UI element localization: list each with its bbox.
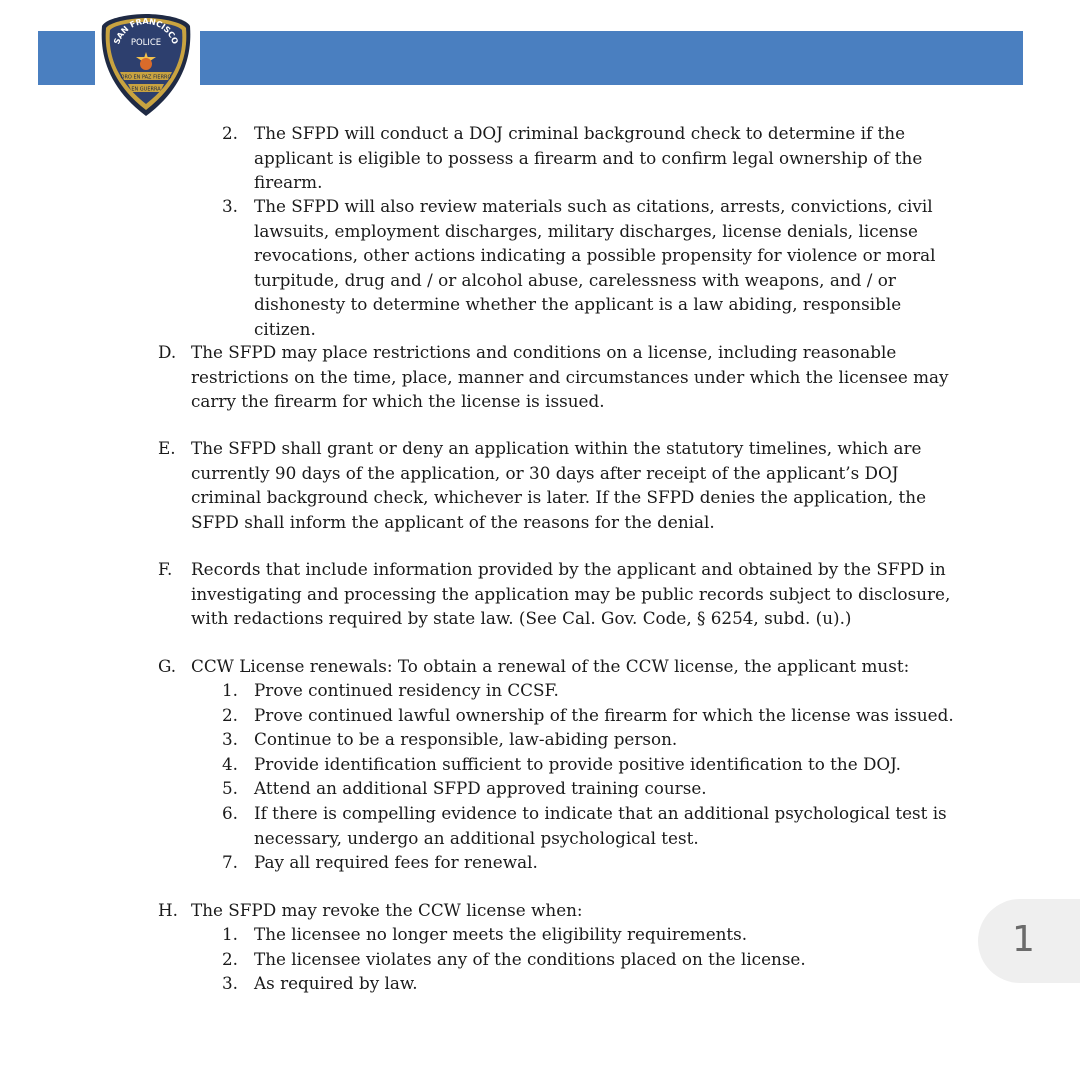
h-list-item-3 xyxy=(222,971,962,996)
list-text: Prove continued residency in CCSF. xyxy=(254,680,559,700)
list-text: If there is compelling evidence to indicate that an additional psychological test is necessary, undergo an additional psychological test. xyxy=(254,803,947,848)
list-text: Prove continued lawful ownership of the firearm for which the license was issued. xyxy=(254,705,954,725)
section-text: The SFPD may place restrictions and conditions on a license, including reasonable restrictions on the time, place, manner and circumstances under which the licensee may carry the firearm for which the license is issued. xyxy=(191,342,949,411)
list-number: 7. xyxy=(222,852,239,872)
c-list-item-2 xyxy=(222,121,962,195)
list-text: The SFPD will conduct a DOJ criminal background check to determine if the applicant is eligible to possess a firearm and to confirm legal ownership of the firearm. xyxy=(254,123,923,192)
list-number: 5. xyxy=(222,778,239,798)
badge-ribbon-text: ORO EN PAZ FIERRO xyxy=(120,74,172,81)
header-bar-right xyxy=(200,31,1023,85)
section-text: Records that include information provided by the applicant and obtained by the SFPD in investigating and processing the application may be public records subject to disclosure, with redactions required by state law. (See Cal. Gov. Code, § 6254, subd. (u).) xyxy=(191,559,951,628)
h-list-item-1 xyxy=(222,922,962,947)
section-letter: H. xyxy=(158,900,178,920)
section-d xyxy=(158,340,958,414)
list-text: Continue to be a responsible, law-abiding person. xyxy=(254,729,678,749)
section-text: The SFPD shall grant or deny an application within the statutory timelines, which are currently 90 days of the application, or 30 days after receipt of the applicant’s DOJ criminal background check, whichever is later. If the SFPD denies the application, the SFPD shall inform the applicant of the reasons for the denial. xyxy=(191,438,927,532)
section-letter: E. xyxy=(158,438,176,458)
list-number: 2. xyxy=(222,705,239,725)
list-number: 3. xyxy=(222,973,239,993)
section-e xyxy=(158,436,958,534)
list-number: 6. xyxy=(222,803,239,823)
list-number: 2. xyxy=(222,123,239,143)
section-letter: F. xyxy=(158,559,173,579)
list-number: 3. xyxy=(222,729,239,749)
section-f xyxy=(158,557,958,631)
section-text: CCW License renewals: To obtain a renewal of the CCW license, the applicant must: xyxy=(191,656,910,676)
g-list-item-2 xyxy=(222,703,962,728)
section-text: The SFPD may revoke the CCW license when: xyxy=(191,900,583,920)
page-number: 1 xyxy=(1012,919,1035,960)
c-list-item-3 xyxy=(222,194,962,341)
section-g xyxy=(158,654,958,679)
badge-text-top: SAN FRANCISCO xyxy=(112,16,180,46)
sfpd-star-badge-icon xyxy=(100,12,192,118)
list-number: 3. xyxy=(222,196,239,216)
g-list-item-1 xyxy=(222,678,962,703)
list-text: The licensee no longer meets the eligibility requirements. xyxy=(254,924,748,944)
list-text: Pay all required fees for renewal. xyxy=(254,852,538,872)
list-number: 1. xyxy=(222,924,239,944)
g-list-item-3 xyxy=(222,727,962,752)
section-letter: G. xyxy=(158,656,177,676)
list-text: The SFPD will also review materials such as citations, arrests, convictions, civil lawsuits, employment discharges, military discharges, license denials, license revocations, other actions indicating a possible propensity for violence or moral turpitude, drug and / or alcohol abuse, carelessness with weapons, and / or dishonesty to determine whether the applicant is a law abiding, responsible citizen. xyxy=(254,196,936,339)
g-list-item-6 xyxy=(222,801,962,850)
g-list-item-7 xyxy=(222,850,962,875)
g-list-item-4 xyxy=(222,752,962,777)
list-number: 4. xyxy=(222,754,239,774)
badge-text-police: POLICE xyxy=(130,38,162,48)
list-text: Attend an additional SFPD approved training course. xyxy=(254,778,707,798)
list-number: 1. xyxy=(222,680,239,700)
h-list-item-2 xyxy=(222,947,962,972)
section-letter: D. xyxy=(158,342,177,362)
badge-ribbon-text-2: EN GUERRA xyxy=(131,86,161,93)
list-text: As required by law. xyxy=(254,973,418,993)
list-text: Provide identification sufficient to provide positive identification to the DOJ. xyxy=(254,754,901,774)
list-text: The licensee violates any of the conditions placed on the license. xyxy=(254,949,806,969)
section-h xyxy=(158,898,958,923)
g-list-item-5 xyxy=(222,776,962,801)
list-number: 2. xyxy=(222,949,239,969)
header-bar-left xyxy=(38,31,95,85)
